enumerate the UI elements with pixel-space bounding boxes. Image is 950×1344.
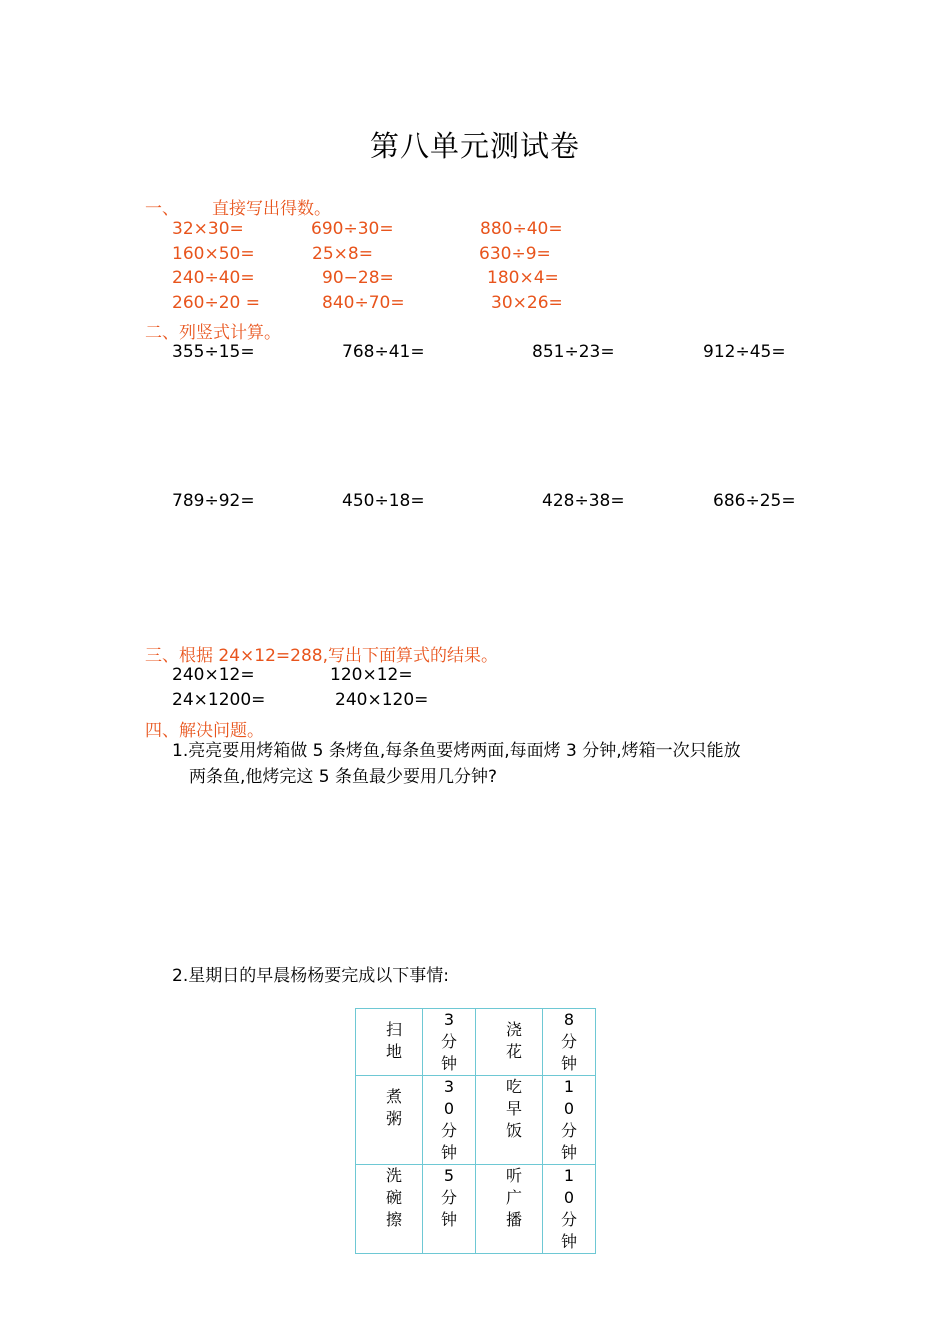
s1-r3-c1: 240÷40= — [172, 268, 255, 288]
problem1-line2: 两条鱼,他烤完这 5 条鱼最少要用几分钟? — [189, 767, 498, 787]
section1-heading: 直接写出得数。 — [212, 199, 331, 219]
s3-r1-c1: 240×12= — [172, 665, 255, 685]
schedule-table — [355, 1008, 596, 1254]
s1-r3-c2: 90−28= — [322, 268, 394, 288]
s1-r1-c2: 690÷30= — [311, 219, 394, 239]
s2-r2-c3: 428÷38= — [542, 491, 625, 511]
table-row — [356, 1009, 596, 1076]
time-cell: 3分钟 — [440, 1010, 457, 1073]
s2-r1-c3: 851÷23= — [532, 342, 615, 362]
page-title: 第八单元测试卷 — [369, 129, 580, 163]
table-row — [356, 1076, 596, 1165]
s3-r2-c2: 240×120= — [335, 690, 429, 710]
s2-r1-c2: 768÷41= — [342, 342, 425, 362]
s1-r2-c2: 25×8= — [312, 244, 373, 264]
s1-r4-c3: 30×26= — [491, 293, 563, 313]
task-cell: 煮粥 — [385, 1087, 402, 1128]
s1-r2-c3: 630÷9= — [479, 244, 551, 264]
task-cell: 听广播 — [505, 1166, 522, 1229]
task-cell: 吃早饭 — [505, 1077, 522, 1140]
task-cell: 洗碗擦 — [385, 1166, 402, 1229]
s2-r2-c2: 450÷18= — [342, 491, 425, 511]
s1-r2-c1: 160×50= — [172, 244, 255, 264]
s1-r1-c3: 880÷40= — [480, 219, 563, 239]
section1-number: 一、 — [145, 199, 179, 219]
s2-r1-c1: 355÷15= — [172, 342, 255, 362]
s1-r4-c1: 260÷20 = — [172, 293, 260, 313]
section3-heading: 三、根据 24×12=288,写出下面算式的结果。 — [145, 646, 499, 666]
s2-r2-c1: 789÷92= — [172, 491, 255, 511]
time-cell: 5分钟 — [440, 1166, 457, 1229]
s3-r1-c2: 120×12= — [330, 665, 413, 685]
section4-heading: 四、解决问题。 — [145, 721, 264, 741]
time-cell: 8分钟 — [560, 1010, 577, 1073]
time-cell: 10分钟 — [560, 1166, 577, 1251]
task-cell: 浇花 — [505, 1020, 522, 1061]
table-row — [356, 1165, 596, 1254]
s2-r1-c4: 912÷45= — [703, 342, 786, 362]
problem2-text: 2.星期日的早晨杨杨要完成以下事情: — [172, 966, 449, 986]
time-cell: 30分钟 — [440, 1077, 457, 1162]
s1-r1-c1: 32×30= — [172, 219, 244, 239]
section2-heading: 二、列竖式计算。 — [145, 323, 281, 343]
s1-r3-c3: 180×4= — [487, 268, 559, 288]
time-cell: 10分钟 — [560, 1077, 577, 1162]
s3-r2-c1: 24×1200= — [172, 690, 266, 710]
s2-r2-c4: 686÷25= — [713, 491, 796, 511]
s1-r4-c2: 840÷70= — [322, 293, 405, 313]
problem1-line1: 1.亮亮要用烤箱做 5 条烤鱼,每条鱼要烤两面,每面烤 3 分钟,烤箱一次只能放 — [172, 741, 741, 761]
task-cell: 扫地 — [385, 1020, 402, 1061]
